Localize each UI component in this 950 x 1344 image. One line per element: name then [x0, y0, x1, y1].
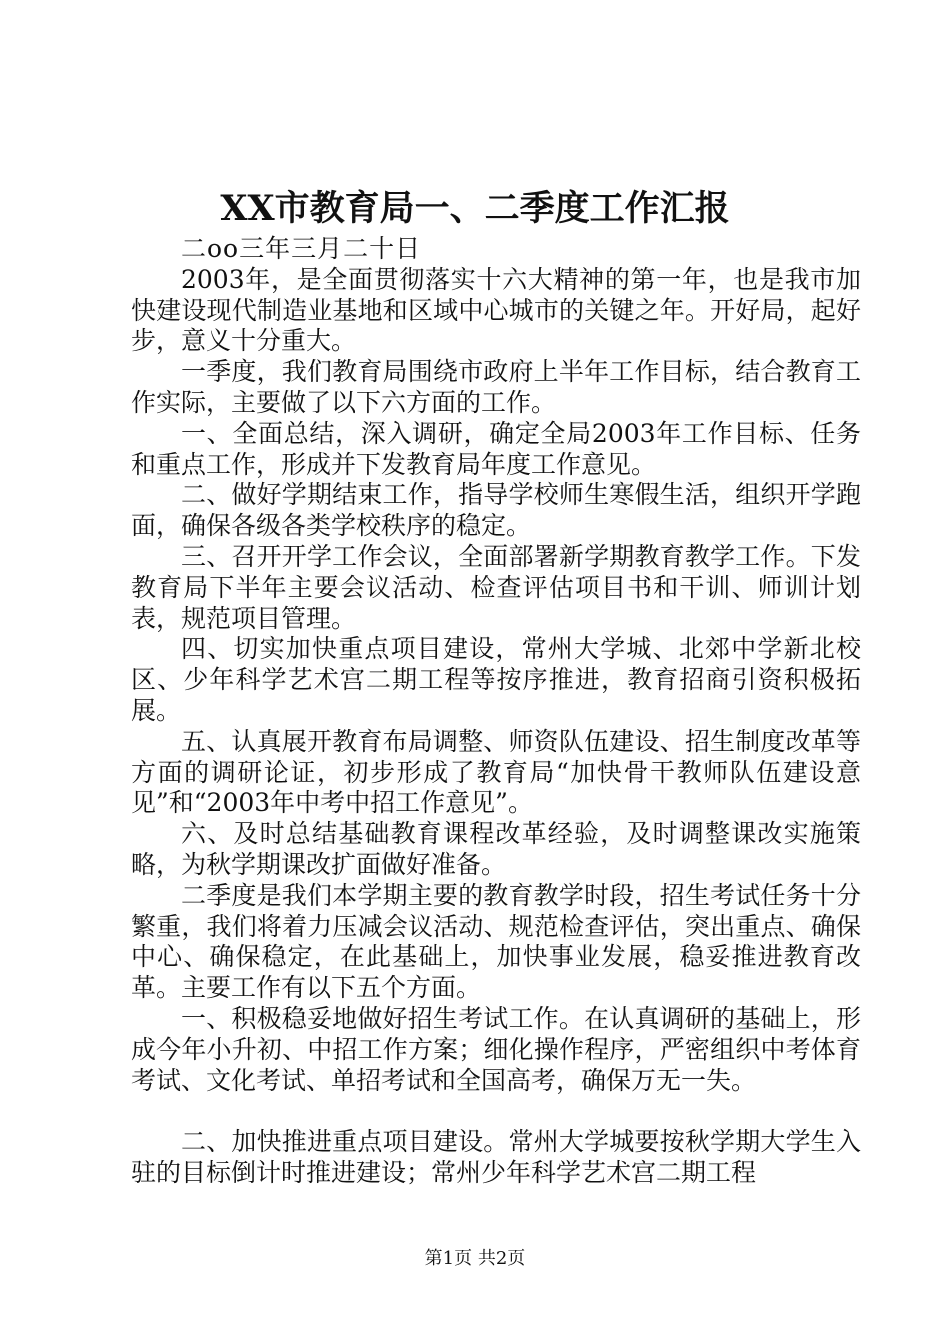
paragraph: 四、切实加快重点项目建设，常州大学城、北郊中学新北校区、少年科学艺术宫二期工程等按序推进，教育招商引资积极拓展。 — [131, 634, 861, 725]
paragraph: 一季度，我们教育局围绕市政府上半年工作目标，结合教育工作实际，主要做了以下六方面的工作。 — [131, 357, 861, 417]
paragraph: 二、做好学期结束工作，指导学校师生寒假生活，组织开学跑面，确保各级各类学校秩序的稳定。 — [131, 480, 861, 541]
page-number-footer: 第1页 共2页 — [424, 1248, 526, 1269]
paragraph: 二、加快推进重点项目建设。常州大学城要按秋学期大学生入驻的目标倒计时推进建设；常州少年科学艺术宫二期工程 — [131, 1127, 861, 1187]
paragraph: 一、积极稳妥地做好招生考试工作。在认真调研的基础上，形成今年小升初、中招工作方案；细化操作程序，严密组织中考体育考试、文化考试、单招考试和全国高考，确保万无一失。 — [131, 1003, 861, 1095]
document-date: 二oo三年三月二十日 — [181, 234, 422, 263]
paragraph: 二季度是我们本学期主要的教育教学时段，招生考试任务十分繁重，我们将着力压减会议活动、规范检查评估，突出重点、确保中心、确保稳定，在此基础上，加快事业发展，稳妥推进教育改革。主要工作有以下五个方面。 — [131, 880, 861, 1003]
paragraph: 一、全面总结，深入调研，确定全局2003年工作目标、任务和重点工作，形成并下发教育局年度工作意见。 — [131, 418, 861, 479]
paragraph: 2003年，是全面贯彻落实十六大精神的第一年，也是我市加快建设现代制造业基地和区域中心城市的关键之年。开好局，起好步，意义十分重大。 — [131, 264, 861, 356]
document-body — [131, 234, 861, 1189]
paragraph: 五、认真展开教育布局调整、师资队伍建设、招生制度改革等方面的调研论证，初步形成了教育局“加快骨干教师队伍建设意见”和“2003年中考中招工作意见”。 — [131, 726, 861, 818]
document-title: XX市教育局一、二季度工作汇报 — [220, 188, 730, 229]
paragraph: 六、及时总结基础教育课程改革经验，及时调整课改实施策略，为秋学期课改扩面做好准备。 — [131, 819, 861, 879]
paragraph: 三、召开开学工作会议，全面部署新学期教育教学工作。下发教育局下半年主要会议活动、检查评估项目书和干训、师训计划表，规范项目管理。 — [131, 541, 861, 633]
